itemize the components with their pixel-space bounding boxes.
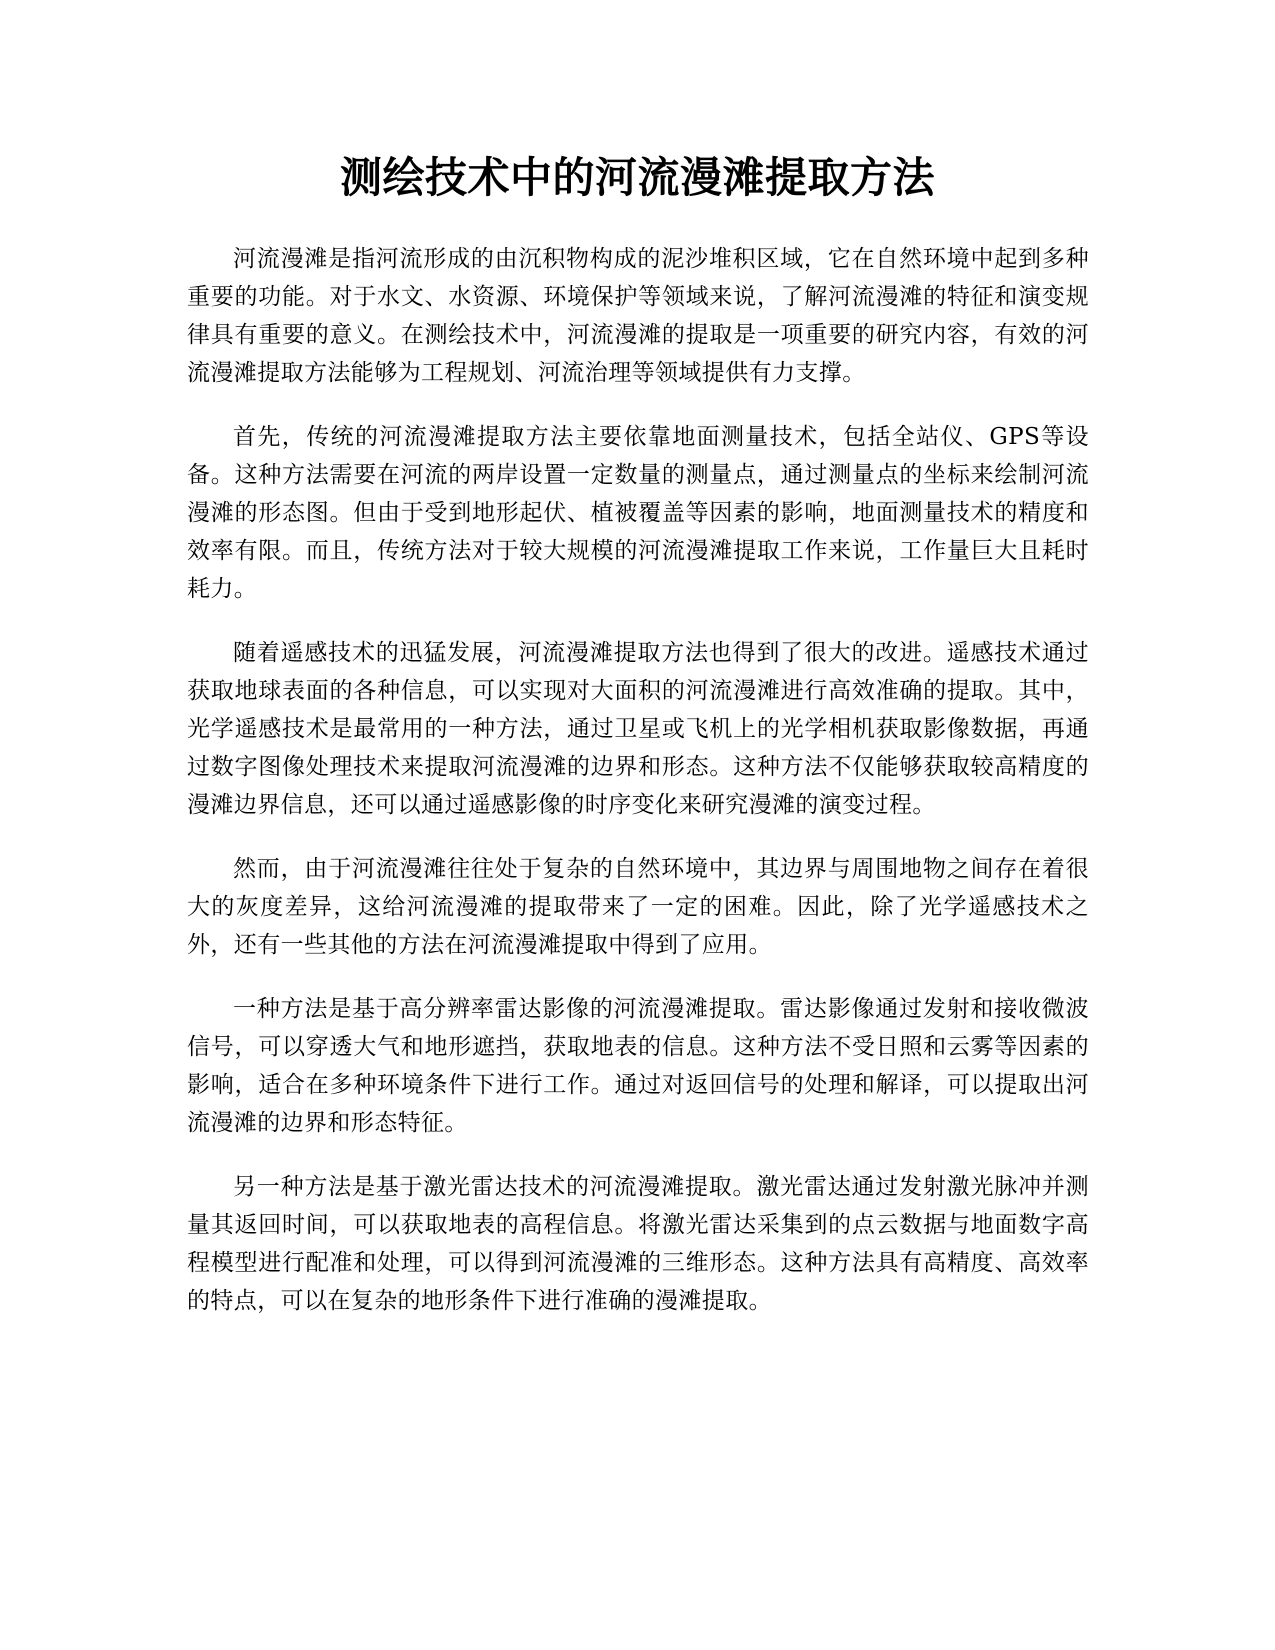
paragraph-traditional-survey: 首先，传统的河流漫滩提取方法主要依靠地面测量技术，包括全站仪、GPS等设备。这种方法需要在河流的两岸设置一定数量的测量点，通过测量点的坐标来绘制河流漫滩的形态图。但由于受到地形起伏、植被覆盖等因素的影响，地面测量技术的精度和效率有限。而且，传统方法对于较大规模的河流漫滩提取工作来说，工作量巨大且耗时耗力。 xyxy=(187,424,1089,602)
paragraph-intro: 河流漫滩是指河流形成的由沉积物构成的泥沙堆积区域，它在自然环境中起到多种重要的功能。对于水文、水资源、环境保护等领域来说，了解河流漫滩的特征和演变规律具有重要的意义。在测绘技术中，河流漫滩的提取是一项重要的研究内容，有效的河流漫滩提取方法能够为工程规划、河流治理等领域提供有力支撑。 xyxy=(187,246,1089,386)
paragraph-challenges: 然而，由于河流漫滩往往处于复杂的自然环境中，其边界与周围地物之间存在着很大的灰度差异，这给河流漫滩的提取带来了一定的困难。因此，除了光学遥感技术之外，还有一些其他的方法在河流漫滩提取中得到了应用。 xyxy=(187,856,1089,958)
paragraph-remote-sensing: 随着遥感技术的迅猛发展，河流漫滩提取方法也得到了很大的改进。遥感技术通过获取地球表面的各种信息，可以实现对大面积的河流漫滩进行高效准确的提取。其中，光学遥感技术是最常用的一种方法，通过卫星或飞机上的光学相机获取影像数据，再通过数字图像处理技术来提取河流漫滩的边界和形态。这种方法不仅能够获取较高精度的漫滩边界信息，还可以通过遥感影像的时序变化来研究漫滩的演变过程。 xyxy=(187,640,1089,818)
document-title: 测绘技术中的河流漫滩提取方法 xyxy=(339,153,935,202)
paragraph-lidar-method: 另一种方法是基于激光雷达技术的河流漫滩提取。激光雷达通过发射激光脉冲并测量其返回时间，可以获取地表的高程信息。将激光雷达采集到的点云数据与地面数字高程模型进行配准和处理，可以得到河流漫滩的三维形态。这种方法具有高精度、高效率的特点，可以在复杂的地形条件下进行准确的漫滩提取。 xyxy=(187,1174,1089,1314)
document-body xyxy=(187,240,1089,1346)
paragraph-radar-method: 一种方法是基于高分辨率雷达影像的河流漫滩提取。雷达影像通过发射和接收微波信号，可以穿透大气和地形遮挡，获取地表的信息。这种方法不受日照和云雾等因素的影响，适合在多种环境条件下进行工作。通过对返回信号的处理和解译，可以提取出河流漫滩的边界和形态特征。 xyxy=(187,996,1089,1136)
